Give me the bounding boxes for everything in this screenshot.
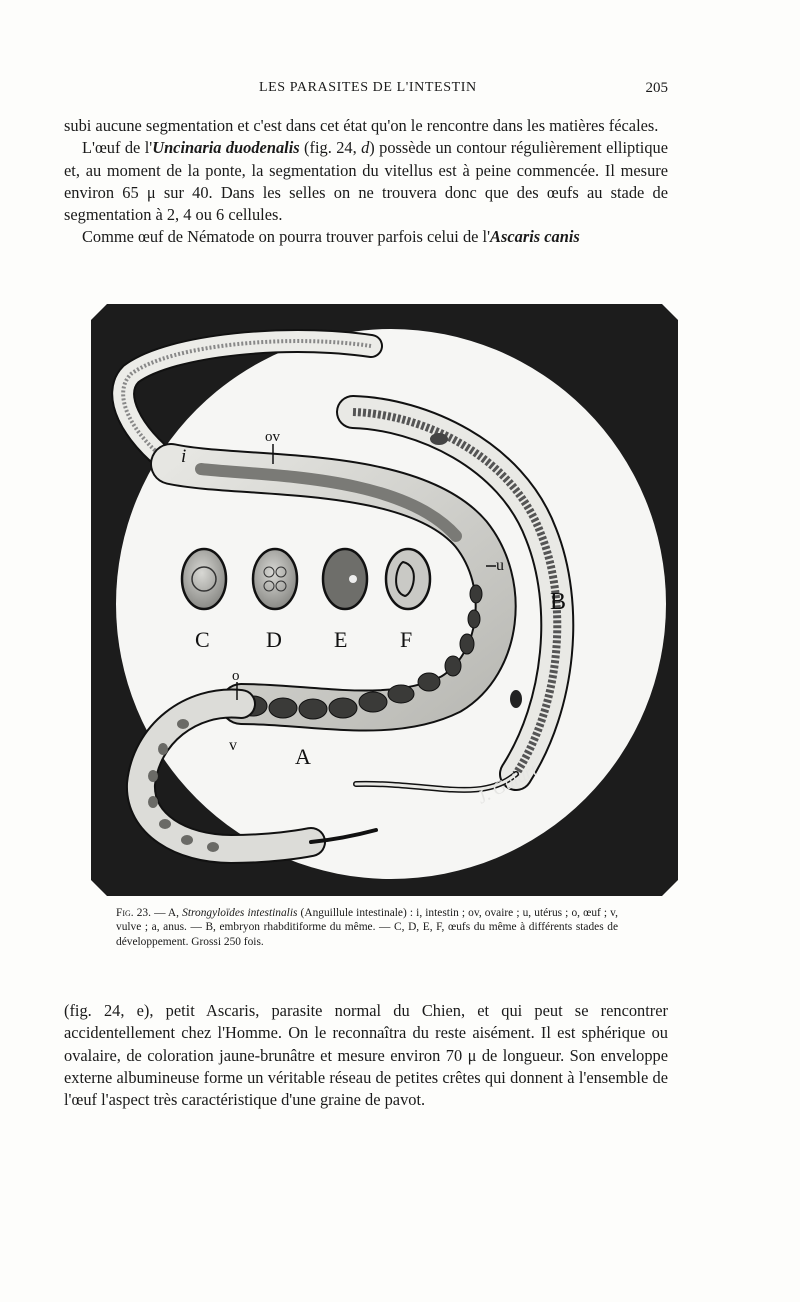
label-v: v (229, 737, 237, 754)
figure-number: Fig. 23. (116, 907, 151, 919)
running-title: LES PARASITES DE L'INTESTIN (259, 80, 477, 95)
paragraph-ascaris: (fig. 24, e), petit Ascaris, parasite normal du Chien, et qui peut se rencontrer accidentellement chez l'Homme. On le reconnaîtra du reste aisément. Il est sphérique ou ovalaire, de coloration jaune-brunâtre et mesure environ 70 μ de longueur. Son enveloppe externe albumineuse forme un véritable réseau de petites crêtes qui donnent à l'ensemble de l'œuf l'aspect très caractéristique d'une graine de pavot. (64, 1001, 668, 1110)
egg-e (323, 549, 367, 609)
figure-23 (91, 304, 678, 896)
egg-d (253, 549, 297, 609)
egg-f (386, 549, 430, 609)
label-ov: ov (265, 429, 280, 445)
label-F: F (400, 627, 413, 652)
page-number: 205 (645, 80, 668, 96)
label-A: A (295, 744, 311, 769)
caption-species: Strongyloïdes intestinalis (182, 907, 298, 919)
species-name: Uncinaria duodenalis (152, 138, 300, 158)
egg-c (182, 549, 226, 609)
paragraph-uncinaria: L'œuf de l'Uncinaria duodenalis (fig. 24, d) possède un contour régulièrement elliptique et, au moment de la ponte, la segmentation du vitellus est à peine commencée. Il mesure environ 65 μ sur 40. Dans les selles on ne trouvera donc que des œufs au stade de segmentation à 2, 4 ou 6 cellules. (64, 138, 669, 225)
paragraph-ascaris-intro: Comme œuf de Nématode on pourra trouver parfois celui de l'Ascaris canis (82, 227, 580, 247)
page-header (64, 78, 668, 102)
illustrator-signature: J. Guiart (473, 759, 541, 808)
label-u: u (496, 557, 504, 574)
paragraph-continuation: subi aucune segmentation et c'est dans cet état qu'on le rencontre dans les matières fécales. (64, 116, 659, 135)
label-o: o (232, 668, 240, 684)
label-B: B (550, 589, 567, 615)
label-C: C (195, 627, 210, 652)
label-i: i (181, 446, 187, 467)
figure-illustration (91, 304, 678, 896)
body-text-bottom (64, 1000, 668, 1111)
species-name: Ascaris canis (490, 227, 580, 247)
label-E: E (334, 627, 348, 652)
label-D: D (266, 627, 282, 652)
body-text-top (64, 115, 668, 249)
figure-caption: Fig. 23. — A, Strongyloïdes intestinalis (Anguillule intestinale) : i, intestin ; ov, ovaire ; u, utérus ; o, œuf ; v, vulve ; a, anus. — B, embryon rhabditiforme du même. — C, D, E, F, œufs du même à différents stades de développement. Grossi 250 fois. (116, 907, 618, 948)
